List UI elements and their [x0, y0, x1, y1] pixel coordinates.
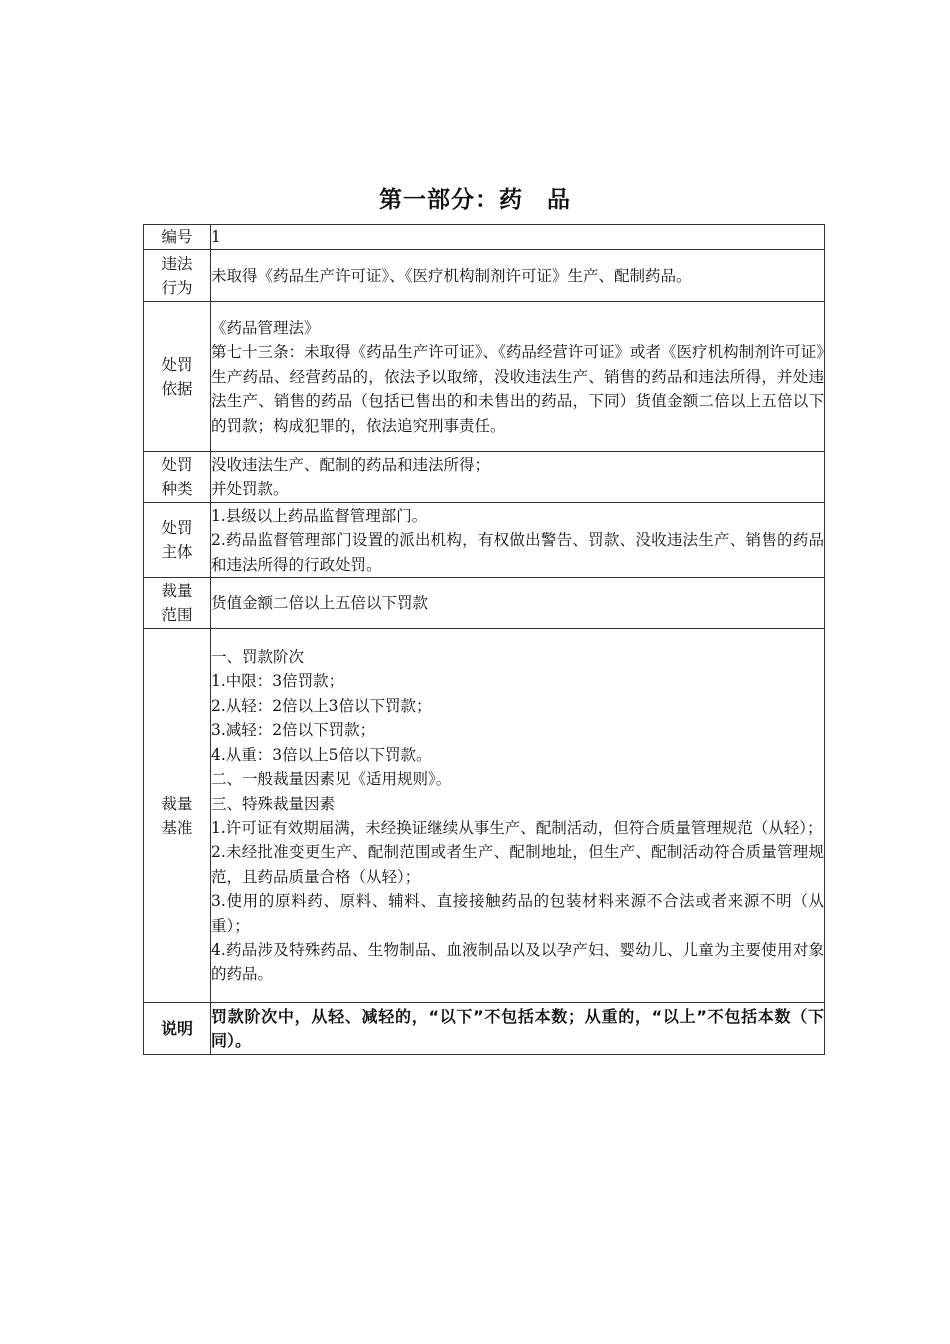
basis-law-title: 《药品管理法》 — [211, 318, 320, 337]
content-cell-authority — [211, 503, 825, 578]
standard-line-3: 2.从轻：2倍以上3倍以下罚款； — [211, 696, 432, 715]
violation-text: 未取得《药品生产许可证》、《医疗机构制剂许可证》生产、配制药品。 — [211, 266, 692, 285]
label-basis: 处罚 依据 — [161, 355, 193, 398]
row-basis — [144, 302, 825, 452]
standard-line-6: 二、一般裁量因素见《适用规则》。 — [211, 770, 452, 789]
row-penalty-type — [144, 452, 825, 503]
label-cell-penalty-type — [144, 452, 211, 503]
content-cell-basis — [211, 302, 825, 452]
row-range — [144, 578, 825, 629]
content-cell-range — [211, 578, 825, 629]
label-penalty-type: 处罚 种类 — [161, 456, 193, 499]
content-cell-note — [211, 1003, 825, 1055]
penalty-type-line-2: 并处罚款。 — [211, 480, 289, 499]
label-cell-range — [144, 578, 211, 629]
content-cell-penalty-type — [211, 452, 825, 503]
number-value: 1 — [211, 228, 221, 246]
standard-line-2: 1.中限：3倍罚款； — [211, 672, 345, 691]
content-cell-violation — [211, 250, 825, 302]
penalty-type-line-1: 没收违法生产、配制的药品和违法所得； — [211, 456, 491, 474]
label-cell-violation — [144, 250, 211, 302]
row-number — [144, 225, 825, 250]
range-text: 货值金额二倍以上五倍以下罚款 — [211, 594, 429, 613]
label-cell-number — [144, 225, 211, 250]
standard-line-8: 1.许可证有效期届满，未经换证继续从事生产、配制活动，但符合质量管理规范（从轻）； — [211, 818, 823, 837]
standard-line-1: 一、罚款阶次 — [211, 648, 305, 667]
row-standard — [144, 629, 825, 1003]
row-authority — [144, 503, 825, 578]
note-text: 罚款阶次中，从轻、减轻的，“以下”不包括本数；从重的，“以上”不包括本数（下同）。 — [211, 1006, 824, 1050]
standard-line-5: 4.从重：3倍以上5倍以下罚款。 — [211, 745, 432, 764]
penalty-standard-table — [143, 224, 825, 1055]
label-note: 说明 — [160, 1018, 193, 1038]
label-range: 裁量 范围 — [161, 582, 193, 625]
label-cell-authority — [144, 503, 211, 578]
label-cell-basis — [144, 302, 211, 452]
label-cell-standard — [144, 629, 211, 1003]
label-number: 编号 — [161, 228, 193, 247]
page-title: 第一部分：药 品 — [379, 187, 571, 213]
authority-line-1: 1.县级以上药品监督管理部门。 — [211, 506, 428, 525]
label-violation: 违法 行为 — [161, 254, 193, 297]
standard-line-7: 三、特殊裁量因素 — [211, 794, 336, 813]
label-cell-note — [144, 1003, 211, 1055]
row-note — [144, 1003, 825, 1055]
basis-article-text: 第七十三条：未取得《药品生产许可证》、《药品经营许可证》或者《医疗机构制剂许可证》生产药品、经营药品的，依法予以取缔，没收违法生产、销售的药品和违法所得，并处违法生产、销售的药品（包括已售出的和未售出的药品，下同）货值金额二倍以上五倍以下的罚款；构成犯罪的，依法追究刑事责任。 — [211, 343, 824, 435]
standard-line-11: 4.药品涉及特殊药品、生物制品、血液制品以及以孕产妇、婴幼儿、儿童为主要使用对象的药品。 — [211, 940, 824, 984]
authority-line-2: 2.药品监督管理部门设置的派出机构，有权做出警告、罚款、没收违法生产、销售的药品和违法所得的行政处罚。 — [211, 531, 824, 574]
content-cell-standard — [211, 629, 825, 1003]
label-standard: 裁量 基准 — [161, 794, 193, 837]
row-violation — [144, 250, 825, 302]
label-authority: 处罚 主体 — [161, 519, 193, 562]
standard-line-9: 2.未经批准变更生产、配制范围或者生产、配制地址，但生产、配制活动符合质量管理规范，且药品质量合格（从轻）； — [211, 843, 824, 886]
standard-line-4: 3.减轻：2倍以下罚款； — [211, 721, 376, 740]
content-cell-number — [211, 225, 825, 250]
standard-line-10: 3.使用的原料药、原料、辅料、直接接触药品的包装材料来源不合法或者来源不明（从重）； — [211, 892, 824, 935]
